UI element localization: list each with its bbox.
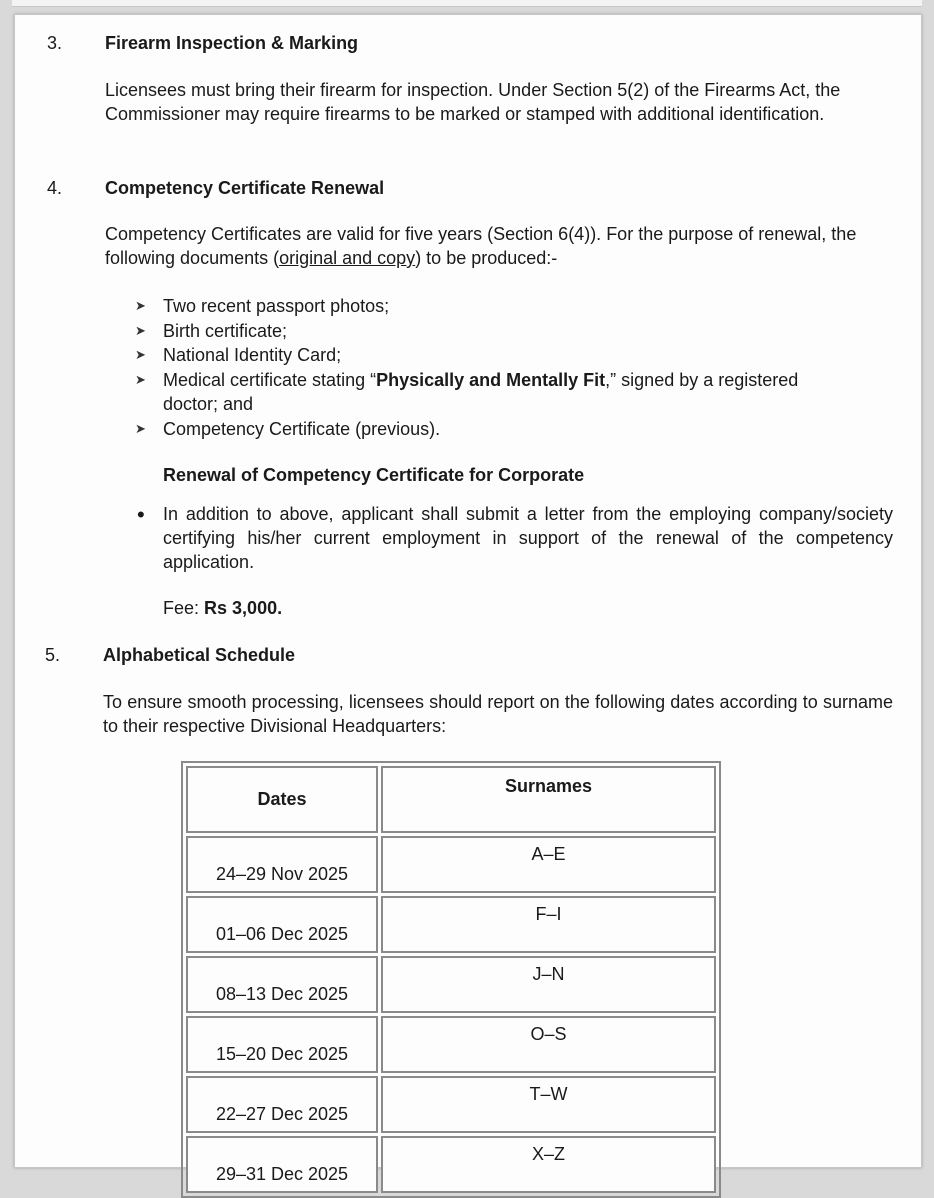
- surname-cell: T–W: [381, 1076, 716, 1133]
- section-4-body-text-end: ) to be produced:-: [415, 248, 558, 268]
- list-item: [135, 417, 823, 442]
- arrow-bullet-icon: ➤: [135, 322, 146, 338]
- table-row: [186, 896, 716, 953]
- bullet-icon: •: [137, 502, 145, 527]
- table-row: [186, 956, 716, 1013]
- surname-cell: O–S: [381, 1016, 716, 1073]
- section-4-number: 4.: [47, 178, 63, 198]
- surname-cell: J–N: [381, 956, 716, 1013]
- section-5-body: To ensure smooth processing, licensees should report on the following dates according to surname to their respective Divisional Headquarters:: [103, 692, 893, 736]
- list-item-text: Birth certificate;: [163, 320, 288, 341]
- list-item: [135, 368, 823, 417]
- section-5-title: Alphabetical Schedule: [103, 645, 296, 665]
- date-cell: 24–29 Nov 2025: [186, 836, 378, 893]
- section-4-title: Competency Certificate Renewal: [105, 178, 385, 198]
- required-documents-list: [135, 294, 823, 441]
- list-item-text-end: ,” signed by a registered doctor; and: [163, 369, 799, 414]
- list-item-text: Competency Certificate (previous).: [163, 418, 441, 439]
- date-cell: 29–31 Dec 2025: [186, 1136, 378, 1193]
- fee-value: Rs 3,000.: [204, 598, 283, 618]
- list-item-text: Two recent passport photos;: [163, 296, 390, 316]
- surname-cell: F–I: [381, 896, 716, 953]
- arrow-bullet-icon: ➤: [135, 371, 146, 387]
- header-dates: Dates: [186, 766, 378, 833]
- underlined-original-and-copy: original and copy: [279, 248, 416, 268]
- date-cell: 22–27 Dec 2025: [186, 1076, 378, 1133]
- section-3-body: Licensees must bring their firearm for inspection. Under Section 5(2) of the Firearms Act, the Commissioner may require firearms to be marked or stamped with additional identification.: [105, 80, 841, 124]
- table-header-row: [186, 766, 716, 833]
- table-row: [186, 836, 716, 893]
- section-5-number: 5.: [45, 645, 61, 665]
- section-3-title: Firearm Inspection & Marking: [105, 33, 359, 53]
- date-cell: 15–20 Dec 2025: [186, 1016, 378, 1073]
- arrow-bullet-icon: ➤: [135, 347, 146, 362]
- physically-mentally-fit-emphasis: Physically and Mentally Fit: [376, 369, 606, 390]
- table-row: [186, 1076, 716, 1133]
- arrow-bullet-icon: ➤: [135, 420, 146, 436]
- corporate-renewal-heading: Renewal of Competency Certificate for Corporate: [163, 465, 585, 485]
- arrow-bullet-icon: ➤: [135, 298, 146, 313]
- table-row: [186, 1016, 716, 1073]
- list-item: [135, 294, 823, 319]
- list-item: [135, 343, 823, 368]
- header-surnames: Surnames: [381, 766, 716, 833]
- previous-page-edge: [12, 0, 922, 7]
- corporate-renewal-text: In addition to above, applicant shall submit a letter from the employing company/society certifying his/her current employment in support of the renewal of the competency application.: [163, 504, 893, 572]
- table-row: [186, 1136, 716, 1193]
- date-cell: 01–06 Dec 2025: [186, 896, 378, 953]
- fee-label: Fee:: [163, 598, 205, 618]
- list-item-text: National Identity Card;: [163, 345, 342, 365]
- surname-cell: A–E: [381, 836, 716, 893]
- list-item: [135, 319, 823, 344]
- document-page: [14, 14, 922, 1184]
- fee-line: [163, 596, 282, 620]
- list-item-text: Medical certificate stating “: [163, 369, 377, 390]
- surname-cell: X–Z: [381, 1136, 716, 1193]
- section-4-body-text: Competency Certificates are valid for five years (Section 6(4)). For the purpose of renewal, the following documents (: [105, 224, 857, 268]
- alphabetical-schedule-table: [181, 761, 721, 1198]
- date-cell: 08–13 Dec 2025: [186, 956, 378, 1013]
- section-4-body: [105, 222, 885, 270]
- section-3-number: 3.: [47, 33, 63, 53]
